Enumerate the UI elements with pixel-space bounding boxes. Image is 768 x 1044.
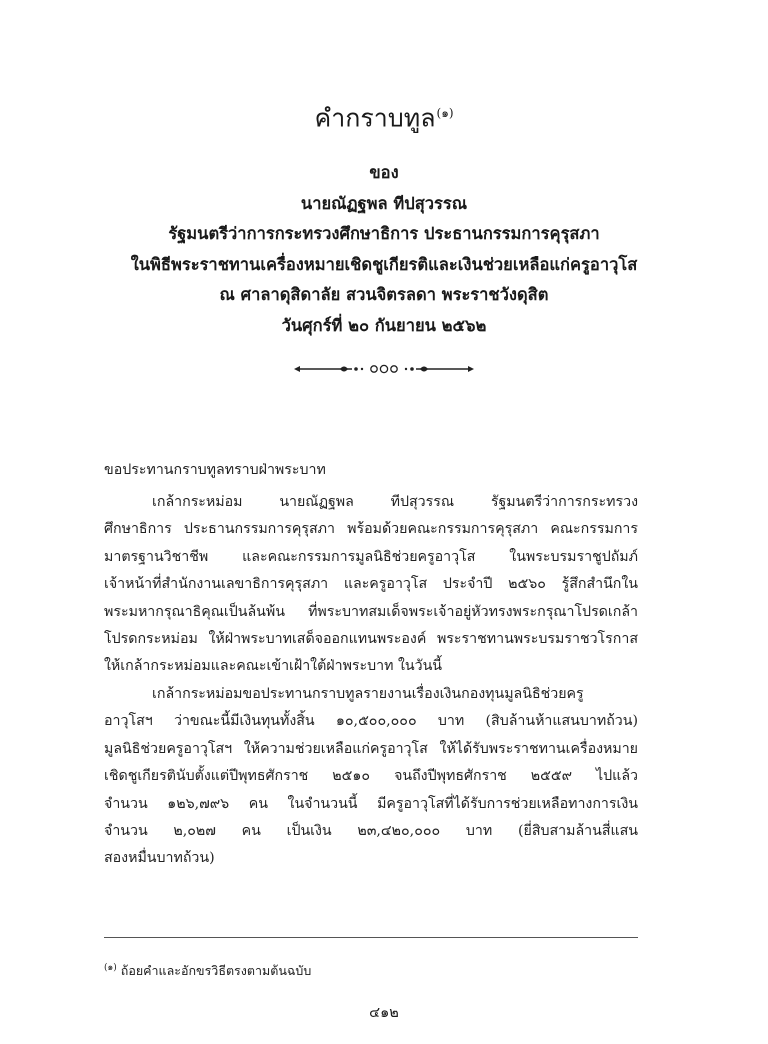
text-line: อาวุโสฯ ว่าขณะนี้มีเงินทุนทั้งสิ้น ๑๐,๕๐๐,๐๐๐ บาท (สิบล้านห้าแสนบาทถ้วน)	[104, 713, 638, 730]
page-title	[0, 96, 768, 135]
heading-line: รัฐมนตรีว่าการกระทรวงศึกษาธิการ ประธานกรรมการคุรุสภา	[168, 224, 600, 243]
text-line: จำนวน ๑๒๖,๗๙๖ คน ในจำนวนนี้ มีครูอาวุโสที่ได้รับการช่วยเหลือทางการเงิน	[104, 795, 638, 812]
text-line: มูลนิธิช่วยครูอาวุโสฯ ให้ความช่วยเหลือแก่ครูอาวุโส ให้ได้รับพระราชทานเครื่องหมาย	[104, 740, 638, 757]
footnote-mark: (๑)	[104, 963, 117, 973]
footnote-divider	[104, 937, 638, 938]
text-line: เชิดชูเกียรตินับตั้งแต่ปีพุทธศักราช ๒๕๑๐ จนถึงปีพุทธศักราช ๒๕๕๙ ไปแล้ว	[104, 768, 638, 785]
text-line: มาตรฐานวิชาชีพ และคณะกรรมการมูลนิธิช่วยครูอาวุโส ในพระบรมราชูปถัมภ์	[104, 548, 638, 565]
title-footnote-mark: (๑)	[436, 106, 454, 120]
text-line: เจ้าหน้าที่สำนักงานเลขาธิการคุรุสภา และครูอาวุโส ประจำปี ๒๕๖๐ รู้สึกสำนึกใน	[104, 576, 638, 593]
page-number: ๔๑๒	[369, 1005, 399, 1021]
paragraph-1	[104, 489, 638, 681]
salutation: ขอประทานกราบทูลทราบฝ่าพระบาท	[104, 462, 326, 478]
footnote-text: ถ้อยคำและอักขรวิธีตรงตามต้นฉบับ	[120, 963, 312, 979]
heading-line: ในพิธีพระราชทานเครื่องหมายเชิดชูเกียรติและเงินช่วยเหลือแก่ครูอาวุโส	[130, 254, 638, 274]
title-text: คำกราบทูล	[314, 103, 436, 133]
heading-line: ของ	[369, 163, 399, 182]
heading-line: วันศุกร์ที่ ๒๐ กันยายน ๒๕๖๒	[281, 315, 487, 335]
text-line: สองหมื่นบาทถ้วน)	[104, 850, 215, 867]
text-line: ให้เกล้ากระหม่อมและคณะเข้าเฝ้าใต้ฝ่าพระบาท ในวันนี้	[104, 658, 442, 675]
ornament-divider-icon	[294, 360, 474, 378]
text-line: ศึกษาธิการ ประธานกรรมการคุรุสภา พร้อมด้วยคณะกรรมการคุรุสภา คณะกรรมการ	[104, 521, 638, 538]
text-line: จำนวน ๒,๐๒๗ คน เป็นเงิน ๒๓,๔๒๐,๐๐๐ บาท (ยี่สิบสามล้านสี่แสน	[104, 823, 638, 840]
text-line: เกล้ากระหม่อม นายณัฏฐพล ทีปสุวรรณ รัฐมนตรีว่าการกระทรวง	[152, 494, 638, 510]
text-line: โปรดกระหม่อม ให้ฝ่าพระบาทเสด็จออกแทนพระองค์ พระราชทานพระบรมราชวโรกาส	[104, 631, 638, 648]
heading-line: ณ ศาลาดุสิดาลัย สวนจิตรลดา พระราชวังดุสิต	[219, 285, 549, 304]
heading-line: นายณัฏฐพล ทีปสุวรรณ	[300, 193, 468, 213]
text-line: พระมหากรุณาธิคุณเป็นล้นพ้น ที่พระบาทสมเด็จพระเจ้าอยู่หัวทรงพระกรุณาโปรดเกล้า	[104, 603, 638, 620]
paragraph-2	[104, 681, 638, 873]
footnote	[104, 958, 311, 981]
heading-block	[60, 158, 708, 341]
text-line: เกล้ากระหม่อมขอประทานกราบทูลรายงานเรื่องเงินกองทุนมูลนิธิช่วยครู	[152, 686, 584, 702]
